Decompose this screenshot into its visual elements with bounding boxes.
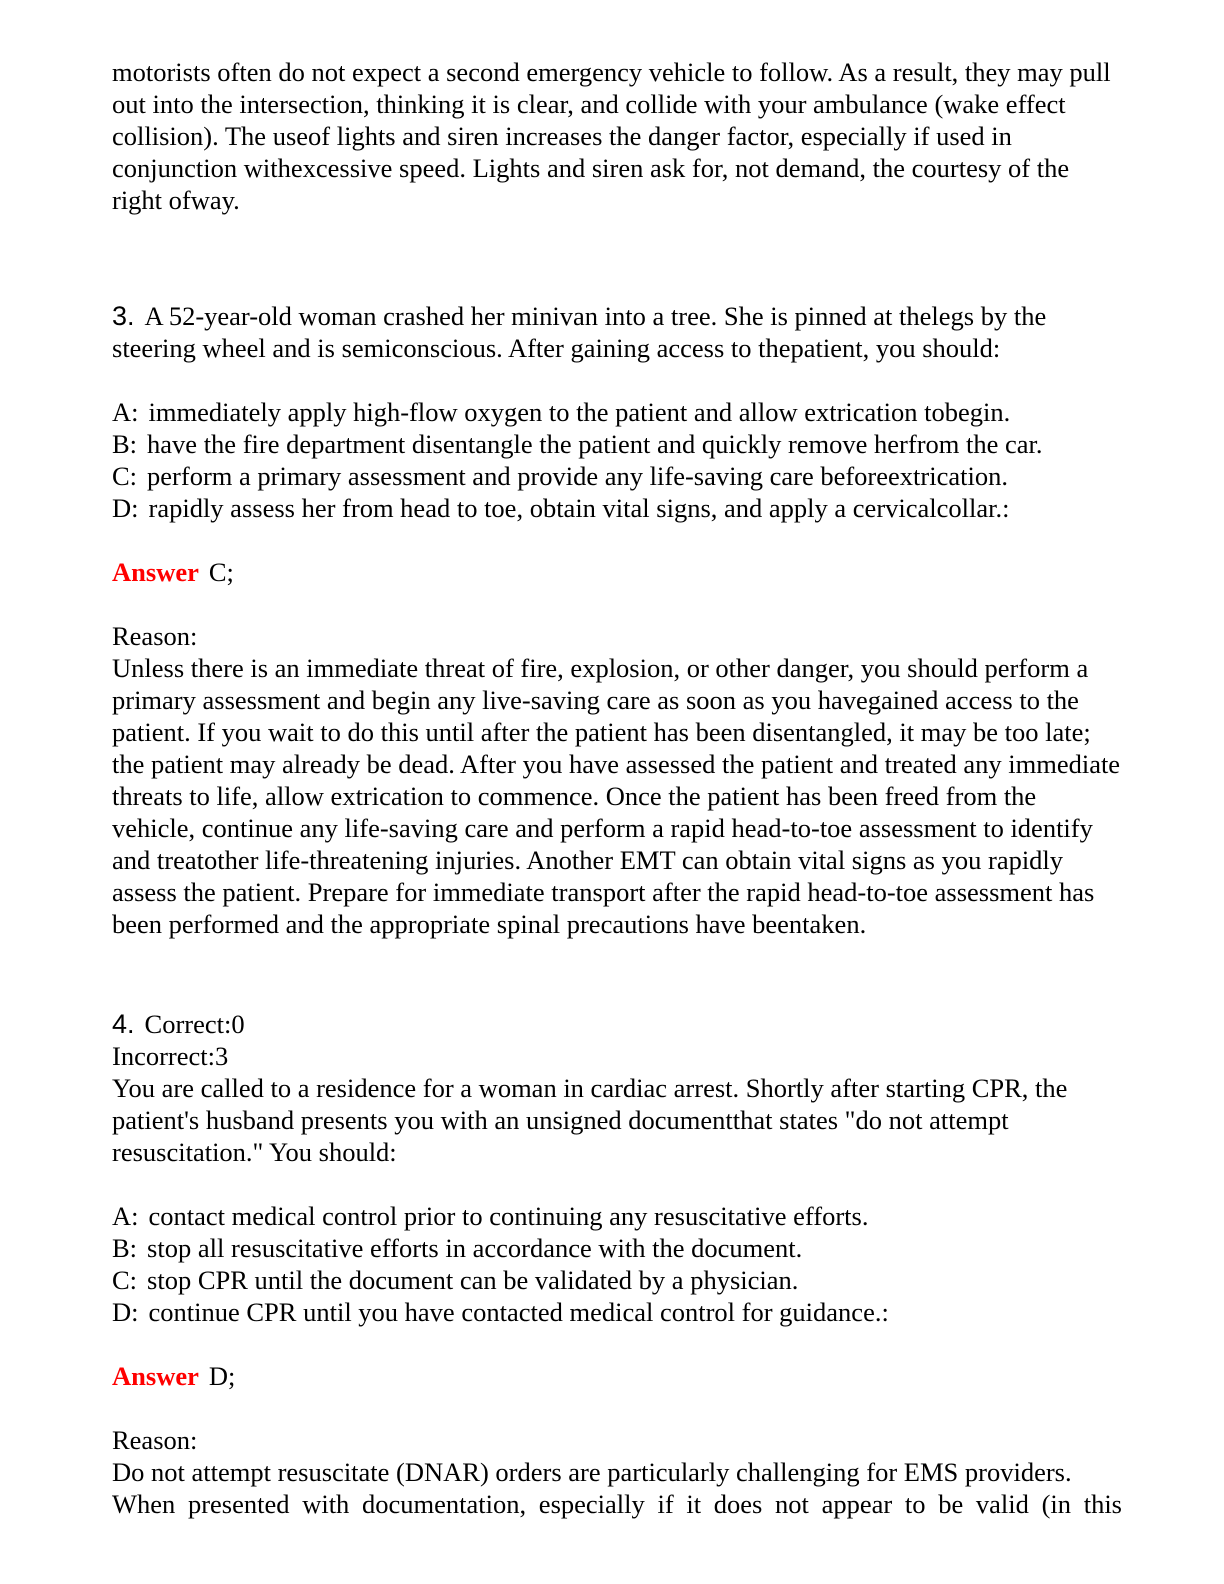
option-text: rapidly assess her from head to toe, obtain vital signs, and apply a cervicalcollar.: (148, 493, 1010, 523)
incorrect-count: Incorrect:3 (112, 1041, 229, 1071)
option-text: stop CPR until the document can be validated by a physician. (147, 1265, 799, 1295)
correct-count: Correct:0 (144, 1009, 245, 1039)
question-4 (112, 1008, 1122, 1520)
spacer (112, 1168, 1122, 1200)
option-d (112, 1296, 1122, 1328)
options-list (112, 396, 1122, 524)
option-letter: C: (112, 1265, 138, 1295)
question-3 (112, 300, 1122, 940)
reason-text-line-1: Do not attempt resuscitate (DNAR) orders are particularly challenging for EMS providers. (112, 1457, 1072, 1487)
reason-label: Reason: (112, 1425, 198, 1455)
question-number: 3. (112, 301, 135, 331)
options-list (112, 1200, 1122, 1328)
spacer (112, 940, 1122, 1004)
option-letter: C: (112, 461, 138, 491)
answer-line (112, 1360, 1122, 1392)
reason-label: Reason: (112, 621, 198, 651)
spacer (112, 1328, 1122, 1360)
option-b (112, 1232, 1122, 1264)
spacer (112, 280, 1122, 300)
option-letter: A: (112, 397, 139, 427)
option-letter: D: (112, 1297, 139, 1327)
option-letter: B: (112, 1233, 138, 1263)
option-a (112, 396, 1122, 428)
option-text: continue CPR until you have contacted medical control for guidance.: (148, 1297, 889, 1327)
option-text: contact medical control prior to continuing any resuscitative efforts. (148, 1201, 869, 1231)
question-header (112, 1008, 1122, 1040)
question-number: 4. (112, 1009, 135, 1039)
option-letter: A: (112, 1201, 139, 1231)
answer-line (112, 556, 1122, 588)
answer-value: D; (208, 1361, 236, 1391)
spacer (112, 588, 1122, 620)
option-c (112, 460, 1122, 492)
reason-text: Unless there is an immediate threat of fire, explosion, or other danger, you should perform a primary assessment and begin any live-saving care as soon as you havegained access to the patient. If you wait to do this until after the patient has been disentangled, it may be too late; the patient may already be dead. After you have assessed the patient and treated any immediate threats to life, allow extrication to commence. Once the patient has been freed from the vehicle, continue any life-saving care and perform a rapid head-to-toe assessment to identify and treatother life-threatening injuries. Another EMT can obtain vital signs as you rapidly assess the patient. Prepare for immediate transport after the rapid head-to-toe assessment has been performed and the appropriate spinal precautions have beentaken. (112, 653, 1121, 939)
question-text: You are called to a residence for a woman in cardiac arrest. Shortly after starting CPR, the patient's husband presents you with an unsigned documentthat states "do not attempt resuscitation." You should: (112, 1073, 1068, 1167)
option-b (112, 428, 1122, 460)
option-text: stop all resuscitative efforts in accordance with the document. (147, 1233, 803, 1263)
previous-reason-continuation: motorists often do not expect a second emergency vehicle to follow. As a result, they may pull out into the intersection, thinking it is clear, and collide with your ambulance (wake effect collision). The useof lights and siren increases the danger factor, especially if used in conjunction withexcessive speed. Lights and siren ask for, not demand, the courtesy of the right ofway. (112, 57, 1111, 215)
option-text: immediately apply high-flow oxygen to the patient and allow extrication tobegin. (148, 397, 1011, 427)
option-a (112, 1200, 1122, 1232)
option-text: have the fire department disentangle the patient and quickly remove herfrom the car. (147, 429, 1043, 459)
answer-label: Answer (112, 1361, 199, 1391)
spacer (112, 1392, 1122, 1424)
option-letter: B: (112, 429, 138, 459)
option-d (112, 492, 1122, 524)
answer-value: C; (208, 557, 234, 587)
spacer (112, 216, 1122, 280)
document-page (112, 56, 1122, 1520)
spacer (112, 524, 1122, 556)
option-letter: D: (112, 493, 139, 523)
spacer (112, 364, 1122, 396)
question-stem (112, 300, 1122, 364)
option-text: perform a primary assessment and provide any life-saving care beforeextrication. (147, 461, 1008, 491)
reason-text-line-2: When presented with documentation, especially if it does not appear to be valid (in this (112, 1489, 1122, 1519)
answer-label: Answer (112, 557, 199, 587)
question-text: A 52-year-old woman crashed her minivan into a tree. She is pinned at thelegs by the steering wheel and is semiconscious. After gaining access to thepatient, you should: (112, 301, 1047, 363)
option-c (112, 1264, 1122, 1296)
